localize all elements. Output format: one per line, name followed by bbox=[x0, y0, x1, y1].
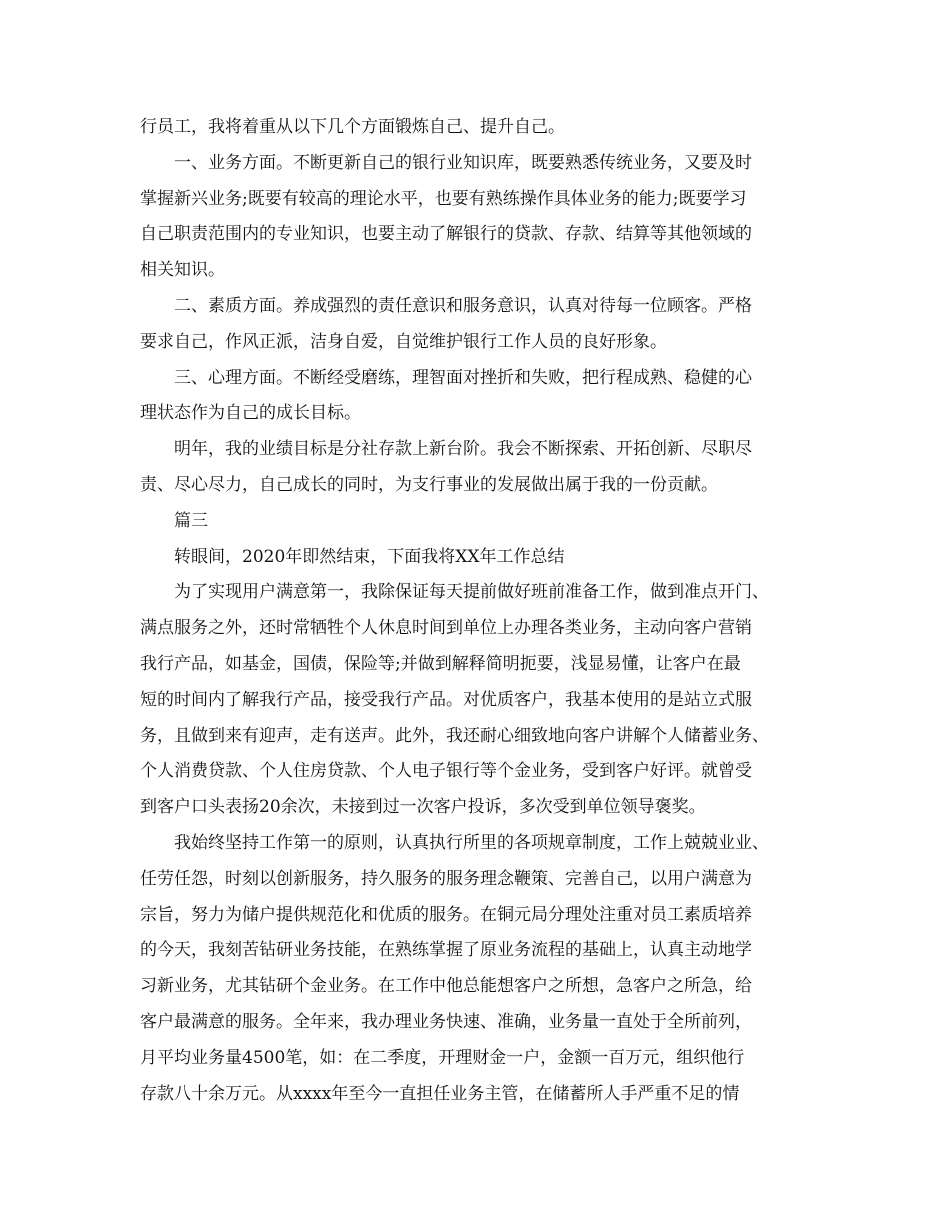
text-line: 理状态作为自己的成长目标。 bbox=[140, 403, 361, 424]
text-line: 存款八十余万元。从xxxx年至今一直担任业务主管，在储蓄所人手严重不足的情 bbox=[140, 1083, 740, 1104]
paragraph bbox=[140, 110, 825, 146]
text-line: 到客户口头表扬20余次，未接到过一次客户投诉，多次受到单位领导褒奖。 bbox=[140, 797, 706, 818]
paragraph bbox=[140, 432, 825, 504]
paragraph bbox=[140, 826, 825, 1112]
text-line: 客户最满意的服务。全年来，我办理业务快速、准确，业务量一直处于全所前列， bbox=[140, 1011, 752, 1032]
paragraph bbox=[140, 361, 825, 433]
text-line: 行员工，我将着重从以下几个方面锻炼自己、提升自己。 bbox=[140, 117, 565, 137]
text-line: 明年，我的业绩目标是分社存款上新台阶。我会不断探索、开拓创新、尽职尽 bbox=[174, 439, 752, 460]
text-line: 个人消费贷款、个人住房贷款、个人电子银行等个金业务，受到客户好评。就曾受 bbox=[140, 761, 752, 782]
text-line: 短的时间内了解我行产品，接受我行产品。对优质客户，我基本使用的是站立式服 bbox=[140, 689, 752, 710]
text-line: 习新业务，尤其钻研个金业务。在工作中他总能想客户之所想，急客户之所急，给 bbox=[140, 976, 752, 997]
text-line: 责、尽心尽力，自己成长的同时，为支行事业的发展做出属于我的一份贡献。 bbox=[140, 474, 718, 495]
text-line: 要求自己，作风正派，洁身自爱，自觉维护银行工作人员的良好形象。 bbox=[140, 331, 667, 352]
text-line: 掌握新兴业务;既要有较高的理论水平，也要有熟练操作具体业务的能力;既要学习 bbox=[140, 188, 747, 209]
text-line: 相关知识。 bbox=[140, 260, 225, 281]
text-line: 我始终坚持工作第一的原则，认真执行所里的各项规章制度，工作上兢兢业业、 bbox=[174, 832, 769, 853]
text-line: 为了实现用户满意第一，我除保证每天提前做好班前准备工作，做到准点开门、 bbox=[174, 582, 769, 603]
text-line: 满点服务之外，还时常牺牲个人休息时间到单位上办理各类业务，主动向客户营销 bbox=[140, 618, 752, 639]
text-line: 宗旨，努力为储户提供规范化和优质的服务。在铜元局分理处注重对员工素质培养 bbox=[140, 904, 752, 925]
document-page bbox=[140, 110, 825, 1112]
text-line: 任劳任怨，时刻以创新服务，持久服务的服务理念鞭策、完善自己，以用户满意为 bbox=[140, 868, 752, 889]
text-line: 二、素质方面。养成强烈的责任意识和服务意识，认真对待每一位顾客。严格 bbox=[174, 295, 752, 316]
text-line: 月平均业务量4500笔，如：在二季度，开理财金一户，金额一百万元，组织他行 bbox=[140, 1047, 745, 1068]
text-line: 务，且做到来有迎声，走有送声。此外，我还耐心细致地向客户讲解个人储蓄业务、 bbox=[140, 725, 769, 746]
text-line: 自己职责范围内的专业知识，也要主动了解银行的贷款、存款、结算等其他领域的 bbox=[140, 224, 752, 245]
text-line: 三、心理方面。不断经受磨练，理智面对挫折和失败，把行程成熟、稳健的心 bbox=[174, 367, 752, 388]
text-line: 的今天，我刻苦钻研业务技能，在熟练掌握了原业务流程的基础上，认真主动地学 bbox=[140, 940, 752, 961]
paragraph bbox=[140, 146, 825, 289]
paragraph bbox=[140, 540, 825, 576]
text-line: 一、业务方面。不断更新自己的银行业知识库，既要熟悉传统业务，又要及时 bbox=[174, 152, 752, 173]
text-line: 转眼间，2020年即然结束，下面我将XX年工作总结 bbox=[174, 546, 565, 567]
paragraph bbox=[140, 504, 825, 540]
paragraph bbox=[140, 575, 825, 826]
text-line: 篇三 bbox=[174, 510, 208, 531]
paragraph bbox=[140, 289, 825, 361]
text-line: 我行产品，如基金，国债，保险等;并做到解释简明扼要，浅显易懂，让客户在最 bbox=[140, 653, 741, 674]
